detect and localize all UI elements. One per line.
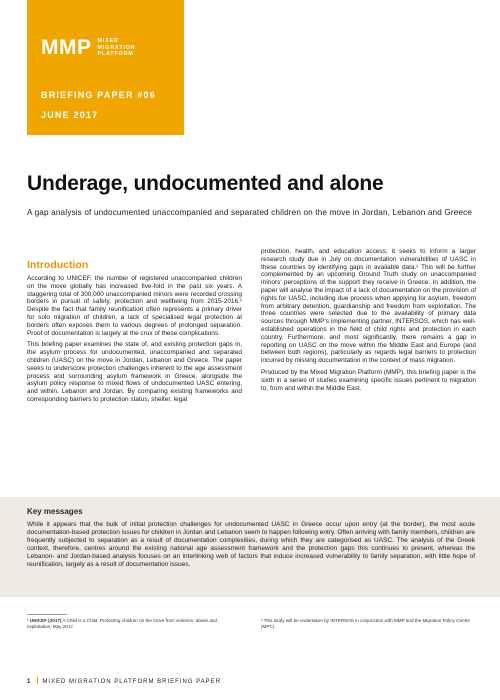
intro-paragraph-4: Produced by the Mixed Migration Platform (MMP), this briefing paper is the sixth in a series of studies examining specific issues pertinent to migration to, from and within the Middle East. bbox=[261, 368, 476, 392]
footer-label: MIXED MIGRATION PLATFORM BRIEFING PAPER bbox=[42, 679, 222, 685]
key-messages-heading: Key messages bbox=[27, 507, 83, 516]
key-messages-text: While it appears that the bulk of initial protection challenges for undocumented UASC in Greece occur upon entry (at the border), the most acute documentation-based protection issues for children in Jordan and Lebanon seem to happen following entry. Often arriving with family members, children are frequently subjected to separation as a result of documentation complexities, during which they are categorised as UASC. The analysis of the Greek context, therefore, centres around the existing national age assessment framework and the protection gaps this continues to present, whereas the Lebanon- and Jordan-based analysis focuses on an interlinking web of factors that induce increased vulnerability to family separation, with little hope of reunification, largely as a result of documentation issues. bbox=[27, 521, 475, 568]
introduction-heading: Introduction bbox=[27, 259, 89, 271]
intro-paragraph-1: According to UNICEF, the number of registered unaccompanied children on the move globally has increased five-fold in the past six years. A staggering total of 300,000 unaccompanied minors were recorded crossing borders in pursuit of safety, protection and wellbeing from 2015-2016.¹ Despite the fact that family reunification often represents a primary driver for solo migration of children, a lack of specialised legal protection at borders often exposes them to various degrees of prolonged separation. Proof of documentation is largely at the crux of these complications. bbox=[27, 275, 242, 337]
briefing-paper-label: BRIEFING PAPER #06 bbox=[41, 90, 156, 100]
page-number: 1 bbox=[27, 679, 32, 685]
logo-line: MIGRATION bbox=[97, 44, 136, 51]
publication-date: JUNE 2017 bbox=[41, 110, 99, 120]
left-column bbox=[27, 259, 242, 408]
page-title: Underage, undocumented and alone bbox=[27, 172, 384, 195]
logo-mark: MMP bbox=[41, 36, 92, 59]
page-subtitle: A gap analysis of undocumented unaccompanied and separated children on the move in Jordan, Lebanon and Greece bbox=[27, 208, 473, 217]
intro-paragraph-2: This briefing paper examines the state of, and existing protection gaps in, the asylum process for undocumented, unaccompanied and separated children (UASC) on the move in Jordan, Lebanon and Greece. The paper seeks to underscore protection challenges inherent to the age assessment process and surrounding asylum framework in Greece, alongside the asylum policy response to mixed flows of undocumented UASC entering, and within, Lebanon and Jordan. By comparing existing frameworks and corresponding barriers to protection status, shelter, legal bbox=[27, 341, 242, 403]
right-column bbox=[261, 248, 476, 396]
footnote-1-source: ¹ UNICEF (2017) bbox=[27, 618, 62, 623]
footnote-divider bbox=[27, 614, 67, 615]
footnote-2: ² This study will be undertaken by INTERSOS in conjunction with MMP and the Migration Policy Centre (MPC). bbox=[261, 618, 470, 629]
intro-paragraph-3: protection, health, and education access, it seeks to inform a larger research study due in July on documentation vulnerabilities of UASC in these countries by identifying gaps in available data.² This will be further complemented by an upcoming Ground Truth study on unaccompanied minors' perceptions of the support they receive in Greece. In addition, the paper will analyse the impact of a lack of documentation on the provision of rights for UASC, including due process when applying for asylum, freedom from arbitrary detention, guardianship and freedom from exploitation. The three countries were selected due to the availability of primary data sources through MMP's implementing partner, INTERSOS, which has well-established operations in the field of child rights and protection in each country. Furthermore, and most significantly, there remains a gap in reporting on UASC on the move within the Middle East and Europe (and between both regions), particularly as regards legal barriers to protection incurred by missing documentation in the context of mass migration. bbox=[261, 248, 476, 365]
footnote-1 bbox=[27, 618, 242, 630]
logo-line: MIXED bbox=[97, 38, 119, 45]
logo-line: PLATFORM bbox=[97, 51, 134, 58]
header-banner bbox=[27, 0, 184, 135]
mmp-logo bbox=[41, 36, 136, 60]
footer-separator bbox=[37, 677, 38, 684]
page-footer bbox=[27, 677, 221, 685]
footnote-1-text: A Child is a Child: Protecting children on the move from violence, abuse and exploitation, May 2017. bbox=[27, 618, 217, 629]
logo-wordmark bbox=[98, 38, 136, 57]
